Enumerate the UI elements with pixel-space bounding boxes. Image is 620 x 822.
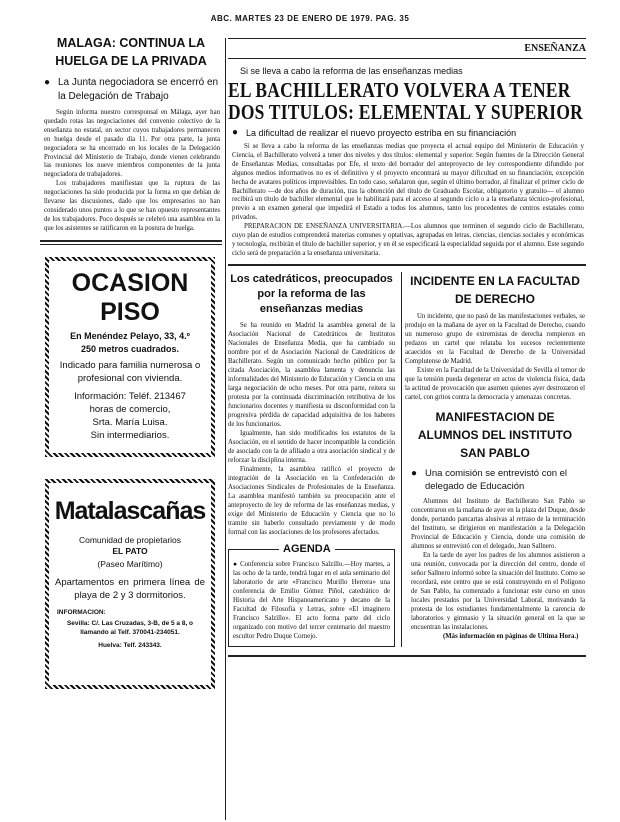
- subhead-text: La dificultad de realizar el nuevo proyecto estriba en su financiación: [246, 128, 517, 138]
- subhead-main: [232, 127, 586, 139]
- article-body-catedraticos: [228, 321, 395, 537]
- divider: [228, 58, 586, 59]
- ad-line: Comunidad de propietarios: [78, 534, 182, 545]
- paragraph: PREPARACION DE ENSEÑANZA UNIVERSITARIA.—Los alumnos que terminen el segundo ciclo de Bachillerato, cuyo plan de estudios comprenderá materias comunes y optativas, agrupadas en letras, ciencias, ciencias sociales y económicas y tecnología, recibirán el título de bachiller superior, y en él se especificará la especialidad seguida por el alumno. Este segundo ciclo será de preparación a la enseñanza universitaria.: [232, 223, 584, 257]
- headline-line: EL BACHILLERATO VOLVERA A TENER: [228, 78, 571, 102]
- ad-description: Indicado para familia numerosa o profesional con vivienda.: [59, 359, 201, 384]
- divider: [40, 244, 222, 245]
- paragraph: Alumnos del Instituto de Bachillerato San Pablo se concentraron en la mañana de ayer en la plaza del Duque, desde donde, portando pancartas alusivas al retraso de la terminación del Instituto, se dirigieron en manifestación a la Delegación Provincial de Educación y Ciencia, donde una comisión de alumnos se entrevistó con el delegado, Juan Sallnero.: [411, 497, 585, 550]
- ad-info: Sin intermediarios.: [90, 429, 170, 441]
- divider: [228, 264, 586, 266]
- page-header: ABC. MARTES 23 DE ENERO DE 1979. PAG. 35: [210, 14, 410, 23]
- bullet-icon: ●: [44, 77, 51, 88]
- ad-info: Sevilla: C/. Las Cruzadas, 3-B, de 5 a 8, o llamando al Telf. 370041-234051.: [66, 619, 194, 636]
- agenda-box: [228, 542, 395, 647]
- section-label: ENSEÑANZA: [524, 43, 586, 54]
- ad-title: Matalascañas: [54, 496, 206, 525]
- ad-ocasion-piso: [45, 257, 215, 457]
- ad-description: Apartamentos en primera línea de playa de 2 y 3 dormitorios.: [55, 576, 205, 601]
- ad-address: En Menéndez Pelayo, 33, 4.º: [70, 330, 190, 341]
- ad-info-label: INFORMACION:: [57, 608, 106, 616]
- ad-info: Huelva: Telf. 243343.: [98, 641, 162, 649]
- article-body-incidente: [405, 312, 585, 402]
- ad-line: EL PATO: [112, 545, 148, 556]
- paragraph: Los trabajadores manifiestan que la ruptura de las negociaciones ha sido producida por la forma en que debían de llevarse las discusiones, dado que los empresarios no han considerado unos puntos a lo que se han opuesto representantes de los trabajadores. Poco después se celebró una asamblea en la que los asistentes se ratificaron en la postura de huelga.: [44, 180, 220, 232]
- main-headline: [228, 79, 586, 124]
- paragraph: En la tarde de ayer los padres de los alumnos asistieron a una reunión, convocada por la dirección del centro, donde el señor Sallnero informó sobre la situación del Instituto. Como se recordará, este centro que se está construyendo en el Polígono de San Pablo, ha comenzado a funcionar este curso en unos locales prestados por la Universidad Laboral, motivando la protesta de los estudiantes fundamentalmente la carencia de laboratorios y gimnasio y la situación general en la que se encuentran las instalaciones.: [411, 551, 585, 631]
- subhead-malaga: [44, 76, 222, 104]
- ad-matalascanas: [45, 479, 215, 689]
- headline-line: DOS TITULOS: ELEMENTAL Y SUPERIOR: [228, 100, 583, 124]
- more-info-note: (Más información en páginas de Ultima Hora.): [443, 632, 579, 640]
- headline-san-pablo: MANIFESTACION DE ALUMNOS DEL INSTITUTO SAN PABLO: [417, 409, 573, 460]
- subhead-text: Una comisión se entrevistó con el delegado de Educación: [425, 467, 568, 492]
- paragraph: Se ha reunido en Madrid la asamblea general de la Asociación Nacional de Catedráticos de Institutos Nacionales de Enseñanza Media, que ha cambiado su nombre por el de Asociación Nacional de Catedráticos de Bachillerato. Según un comunicado hecho público por la citada Asociación, la asamblea lamenta y denuncia las informalidades del Ministerio de Educación y Ciencia en una larga negociación de ocho meses. Por otra parte, reitera su protesta por la continuada discriminación retributiva de los funcionarios docentes y manifiesta su disconformidad con la progresiva pérdida de capacidad adquisitiva de los haberes de los funcionarios.: [228, 321, 395, 428]
- ad-phone: Información: Teléf. 213467: [74, 390, 186, 402]
- bullet-icon: ●: [232, 127, 239, 138]
- ad-size: 250 metros cuadrados.: [80, 343, 180, 354]
- ad-title: OCASION: [71, 268, 189, 297]
- headline-malaga: MALAGA: CONTINUA LA HUELGA DE LA PRIVADA: [55, 36, 207, 68]
- column-rule: [401, 272, 402, 647]
- headline-incidente: INCIDENTE EN LA FACULTAD DE DERECHO: [410, 273, 580, 306]
- column-rule: [225, 38, 226, 820]
- divider: [40, 240, 222, 242]
- agenda-title: AGENDA: [279, 542, 335, 556]
- agenda-text: ● Conferencia sobre Francisco Salzillo.—Hoy martes, a las ocho de la tarde, tendrá lugar en el aula seminario del laboratorio de arte «Francisco Murillo Herrera» una conferencia de Emilio Gómez Piñol, catedrático de Historia del Arte Hispanoamericano y decano de la Facultad de Filosofía y Letras, sobre «El imaginero Francisco Salzillo». El acto forma parte del ciclo organizado con motivo del tercer centenario del maestro escultor Pedro Duque Cornejo.: [233, 560, 390, 640]
- divider: [228, 655, 586, 657]
- article-body-malaga: [44, 109, 220, 234]
- article-body-san-pablo: [411, 497, 585, 641]
- article-body-main: [232, 143, 584, 259]
- left-column: [40, 34, 222, 689]
- paragraph: Si se lleva a cabo la reforma de las enseñanzas medias que proyecta el actual equipo del Ministerio de Educación y Ciencia, el Bachillerato volverá a tener dos niveles y dos títulos: elemental y superior. Según fuentes de la Dirección General de Enseñanzas Medias, consultadas por Efe, el texto del borrador del anteproyecto de ley correspondiente difundido por algunos medios informativos no es el definitivo y el proyecto encontrará su mayor dificultad en su financiación, excepción hecha de avatares políticos imprevisibles. En todo caso, señalaron que, según el último borrador, al finalizar el primer ciclo de Bachillerato —de dos años de duración, tras la obtención del título de Graduado Escolar, obligatorio y gratuito— el alumno recibirá un título de bachiller elemental que le habilitará para el acceso al segundo ciclo o a la enseñanza técnico-profesional, previo a un examen general que impedirá el Estado a todos los alumnos, tanto los procedentes de centros estatales como privados.: [232, 143, 584, 222]
- middle-column: [228, 272, 398, 647]
- paragraph: Finalmente, la asamblea ratificó el proyecto de integración de la Asociación en la Confederación de Asociaciones Sindicales de Profesionales de la Enseñanza. La asamblea manifestó también su preocupación ante el anteproyecto de ley de reforma de las enseñanzas medias, y exige del Ministerio de Educación y Ciencia que no lo tramite sin haberlo consultado previamente y de modo formal con las asociaciones de los profesores afectados.: [228, 465, 395, 536]
- divider: [228, 38, 586, 39]
- bullet-icon: ●: [411, 467, 418, 479]
- right-column: [405, 272, 585, 647]
- subhead-text: La Junta negociadora se encerró en la Delegación de Trabajo: [58, 77, 219, 102]
- ad-info: horas de comercio,: [89, 403, 171, 415]
- ad-line: (Paseo Marítimo): [97, 558, 163, 569]
- ad-title: PISO: [100, 297, 160, 326]
- kicker: Si se lleva a cabo la reforma de las enseñanzas medias: [240, 66, 463, 76]
- subhead-san-pablo: [411, 467, 585, 493]
- lower-columns: [228, 272, 586, 647]
- headline-catedraticos: Los catedráticos, preocupados por la reforma de las enseñanzas medias: [230, 272, 393, 315]
- paragraph: Según informa nuestro corresponsal en Málaga, ayer han quedado rotas las negociaciones del convenio colectivo de la enseñanza no estatal, un sector cuyos trabajadores permanecen en huelga desde el pasado día 11. Por otra parte, la junta negociadora se ha encerrado en los locales de la Delegación Provincial del Ministerio de Trabajo, donde vienen celebrando las reuniones los nueve miembros componentes de la junta negociadora de trabajadores.: [44, 109, 220, 179]
- paragraph: Igualmente, han sido modificados los estatutos de la Asociación, en el sentido de hacer incompatible la condición de asociado con la de afiliado a otra asociación sindical y de reforzar la disciplina interna.: [228, 429, 395, 464]
- ad-contact: Srta. María Luisa.: [92, 416, 168, 428]
- right-area: [228, 38, 586, 657]
- paragraph: Un incidente, que no pasó de las manifestaciones verbales, se produjo en la mañana de ayer en la Facultad de Derecho, cuando un numeroso grupo de extremistas de derecha rompieron en pedazos un cartel que relataba los sucesos recientemente acaecidos en la Facultad de Derecho de la Universidad Complutense de Madrid.: [405, 312, 585, 365]
- paragraph: Existe en la Facultad de la Universidad de Sevilla el temor de que la tensión pueda degenerar en actos de violencia física, dada la actitud de provocación que asumen quienes ayer destrozaron el cartel, con gritos contra la democracia y amenazas concretas.: [405, 366, 585, 401]
